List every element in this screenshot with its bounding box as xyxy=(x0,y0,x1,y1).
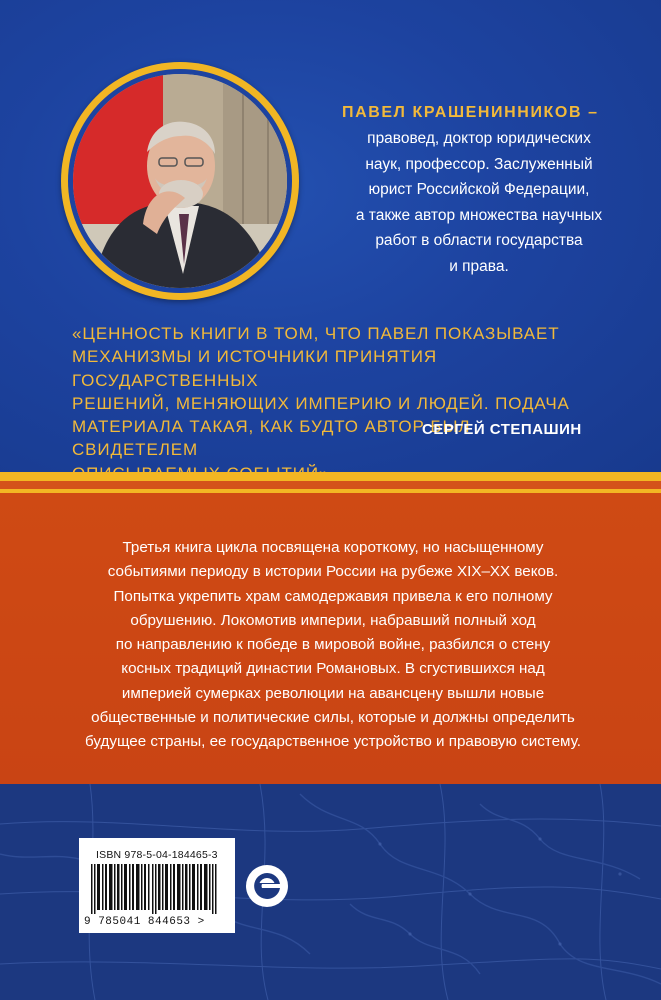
description-line: обрушению. Локомотив империи, набравший полный ход xyxy=(130,611,536,629)
barcode-digits: 9 785041 844653 > xyxy=(84,916,205,928)
description-line: империей сумерках революции на авансцену вышли новые xyxy=(121,684,545,702)
author-portrait-frame xyxy=(61,62,299,300)
isbn-label: ISBN 978-5-04-184465-3 xyxy=(96,849,218,861)
author-name: ПАВЕЛ КРАШЕНИННИКОВ – xyxy=(342,104,599,121)
quote-line: РЕШЕНИЙ, МЕНЯЮЩИХ ИМПЕРИЮ И ЛЮДЕЙ. ПОДАЧА xyxy=(72,393,570,413)
quote-line: МАТЕРИАЛА ТАКАЯ, КАК БУДТО АВТОР БЫЛ СВИДЕТЕЛЕМ xyxy=(72,417,471,460)
description-line: общественные и политические силы, которые и должны определить xyxy=(91,709,575,727)
publisher-logo-icon xyxy=(245,864,289,908)
description-line: событиями периоду в истории России на рубеже XIX–XX веков. xyxy=(107,563,559,581)
author-bio-line: а также автор множества научных xyxy=(355,206,603,224)
author-bio xyxy=(334,126,624,279)
description-line: по направлению к победе в мировой войне, разбился о стену xyxy=(115,636,551,654)
gold-stripe xyxy=(0,472,661,481)
book-description xyxy=(60,536,606,755)
description-line: Третья книга цикла посвящена короткому, но насыщенному xyxy=(122,539,544,556)
barcode-bars xyxy=(85,864,229,914)
endorsement-quote xyxy=(72,322,602,485)
author-bio-line: работ в области государства xyxy=(375,232,583,249)
author-bio-line: наук, профессор. Заслуженный xyxy=(365,155,593,173)
quote-attribution: СЕРГЕЙ СТЕПАШИН xyxy=(422,421,582,438)
quote-line: МЕХАНИЗМЫ И ИСТОЧНИКИ ПРИНЯТИЯ ГОСУДАРСТВЕННЫХ xyxy=(72,347,438,390)
orange-divider xyxy=(0,481,661,489)
author-bio-line: и права. xyxy=(449,257,509,275)
author-bio-line: юрист Российской Федерации, xyxy=(368,181,590,198)
description-line: Попытка укрепить храм самодержавия привела к его полному xyxy=(113,587,553,605)
isbn-barcode xyxy=(79,838,235,933)
author-portrait xyxy=(73,74,287,288)
author-bio-line: правовед, доктор юридических xyxy=(367,130,591,147)
description-line: будущее страны, ее государственное устройство и правовую систему. xyxy=(85,733,581,751)
quote-line: «ЦЕННОСТЬ КНИГИ В ТОМ, ЧТО ПАВЕЛ ПОКАЗЫВАЕТ xyxy=(72,324,560,343)
description-line: косных традиций династии Романовых. В сгустившихся над xyxy=(121,660,545,678)
